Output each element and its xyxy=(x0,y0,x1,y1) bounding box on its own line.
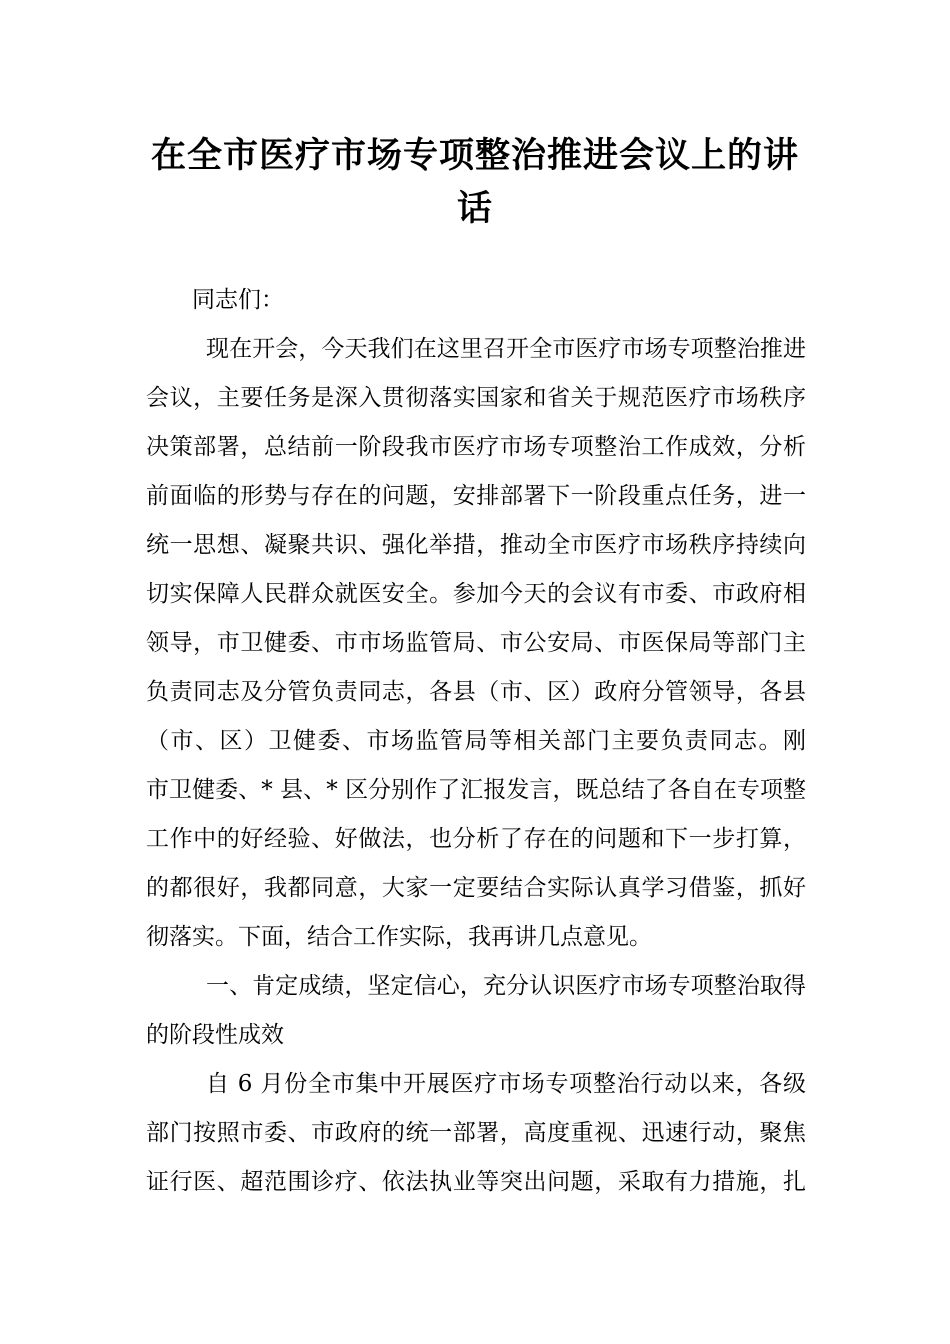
title-line: 话 xyxy=(456,189,493,229)
paragraph-line: 领导，市卫健委、市市场监管局、市公安局、市医保局等部门主 xyxy=(146,630,806,656)
paragraph-progress xyxy=(146,1060,806,1207)
paragraph-line: 证行医、超范围诊疗、依法执业等突出问题，采取有力措施，扎 xyxy=(146,1169,806,1195)
paragraph-line: 彻落实。下面，结合工作实际，我再讲几点意见。 xyxy=(146,924,652,950)
paragraph-opening xyxy=(146,325,806,962)
paragraph-line: 部门按照市委、市政府的统一部署，高度重视、迅速行动，聚焦 xyxy=(146,1120,806,1146)
paragraph-line: 自 6 月份全市集中开展医疗市场专项整治行动以来，各级 xyxy=(206,1071,806,1097)
paragraph-line: 切实保障人民群众就医安全。参加今天的会议有市委、市政府相 xyxy=(146,581,806,607)
section-heading-1 xyxy=(146,962,806,1060)
heading-line: 的阶段性成效 xyxy=(146,1022,284,1048)
paragraph-line: 工作中的好经验、好做法，也分析了存在的问题和下一步打算， xyxy=(146,826,806,852)
paragraph-line: 决策部署，总结前一阶段我市医疗市场专项整治工作成效，分析 xyxy=(146,434,806,460)
heading-line: 一、肯定成绩，坚定信心，充分认识医疗市场专项整治取得 xyxy=(206,973,806,999)
document-body xyxy=(146,276,806,1207)
salutation: 同志们： xyxy=(192,287,284,313)
paragraph-line: 现在开会，今天我们在这里召开全市医疗市场专项整治推进 xyxy=(206,336,806,362)
paragraph-line: 负责同志及分管负责同志，各县（市、区）政府分管领导，各县 xyxy=(146,679,806,705)
document-title xyxy=(140,130,810,236)
paragraph-line: 统一思想、凝聚共识、强化举措，推动全市医疗市场秩序持续向 xyxy=(146,532,806,558)
paragraph-line: 会议，主要任务是深入贯彻落实国家和省关于规范医疗市场秩序 xyxy=(146,385,806,411)
paragraph-line: 的都很好，我都同意，大家一定要结合实际认真学习借鉴，抓好 xyxy=(146,875,806,901)
title-line: 在全市医疗市场专项整治推进会议上的讲 xyxy=(150,136,799,176)
paragraph-line: （市、区）卫健委、市场监管局等相关部门主要负责同志。刚 xyxy=(146,728,806,754)
paragraph-line: 前面临的形势与存在的问题，安排部署下一阶段重点任务，进一 xyxy=(146,483,806,509)
paragraph-line: 市卫健委、* 县、* 区分别作了汇报发言，既总结了各自在专项整 xyxy=(146,777,806,803)
